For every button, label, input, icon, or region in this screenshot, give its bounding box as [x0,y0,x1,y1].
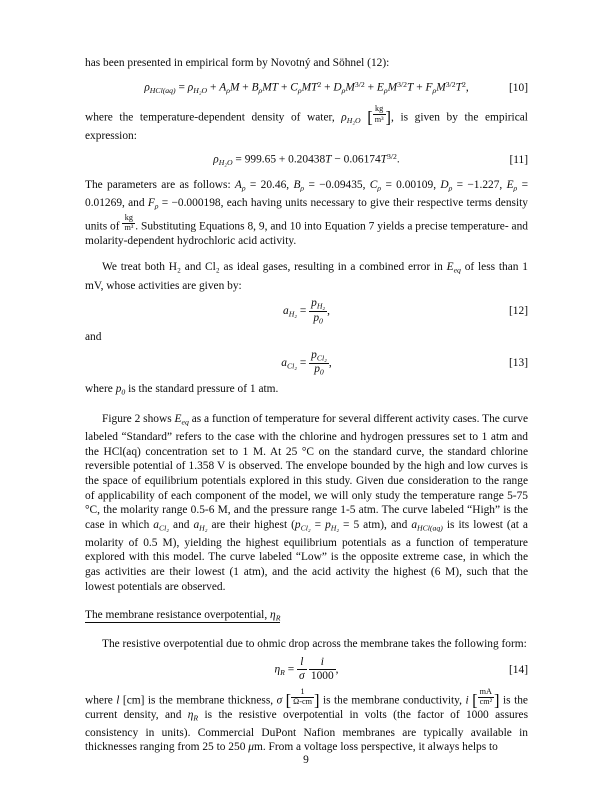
page-number: 9 [303,754,309,766]
equation-11-body: $\rho_{H_2O} = 999.65 + 0.20438T - 0.06174T^{3/2}$. [213,152,400,168]
equation-11 [85,150,528,171]
paragraph-and: and [85,331,102,344]
paragraph-water-density: where the temperature-dependent density of water, $\rho_{H_2O}$ [ $\frac{kg}{\text{m³}}$ ], is given by the empirical expression: [85,104,528,142]
paragraph-figure2: Figure 2 shows $E_{eq}$ as a function of temperature for several different activity cases. The curve labeled “Standard” refers to the case with the chlorine and hydrogen pressures set to 1 atm and the HCl(aq) concentration set to 1 M. At 25 °C on the standard curve, the standard chlorine reversible potential of 1.358 V is observed. The envelope bounded by the high and low curves is the space of equilibrium potentials explored in this study. Given due consideration to the range of applicability of each component of the model, we will only study the temperature range 5-75 °C, the molarity range 0.5-6 M, and the pressure range 1-5 atm. The curve labeled “High” is the case in which $a_{Cl_2}$ and $a_{H_2}$ are their highest ($p_{Cl_2} = p_{H_2} = 5$ atm), and $a_{HCl(aq)}$ is its lowest (at a molarity of 0.5 M), yielding the highest equilibrium potentials as a function of temperature explored with this model. The curve labeled “Low” is the opposite extreme case, in which the gas activities are their lowest (1 atm), and the acid activity the highest (6 M), such that the lowest potentials are observed. [85,413,528,593]
paragraph-ideal-gases: We treat both H₂ and Cl₂ as ideal gases, resulting in a combined error in $E_{eq}$ of less than 1 mV, whose activities are given by: [85,261,528,292]
paragraph-intro: has been presented in empirical form by Novotný and Söhnel (12): [85,57,390,69]
equation-10-number: [10] [509,81,528,94]
equation-14-body: $\eta_R$ = $\frac{l}{\sigma}$ $\frac{i}{1000}$ , [274,655,339,682]
equation-11-number: [11] [509,154,528,167]
equation-13 [85,350,528,377]
equation-10 [85,78,528,99]
equation-12-body: $a_{H_2}$ = $\frac{p_{H_2}}{p_0}$ , [283,297,330,326]
equation-10-body: $\rho_{HCl(aq)} = \rho_{H_2O} + A_\rho M + B_\rho MT + C_\rho MT^2 + D_\rho M^{3/2} + E_\rho M^{3/2}T + F_\rho M^{3/2}T^2$, [144,79,469,95]
equation-12 [85,298,528,325]
paragraph-parameters: The parameters are as follows: $A_\rho = 20.46$, $B_\rho = -0.09435$, $C_\rho = 0.00109$, $D_\rho = -1.227$, $E_\rho = 0.01269$, and $F_\rho = -0.000198$, each having units necessary to give their respective terms density units of $\frac{kg}{\text{m³}}$ . Substituting Equations 8, 9, and 10 into Equation 7 yields a precise temperature- and molarity-dependent hydrochloric acid activity. [85,178,529,247]
equation-13-body: $a_{Cl_2}$ = $p_{Cl_2}$ $p_0$ , [281,348,332,377]
equation-14 [85,657,528,683]
paragraph-standard-pressure: where $p_0$ is the standard pressure of 1 atm. [85,383,279,397]
equation-12-number: [12] [509,305,528,318]
equation-14-number: [14] [509,663,528,676]
section-heading-membrane-resistance [85,608,528,626]
page-body [85,56,528,755]
section-heading-underline: The membrane resistance overpotential, $\eta_R$ [85,609,281,623]
equation-13-number: [13] [509,357,528,370]
paragraph-resistive-overpotential: The resistive overpotential due to ohmic drop across the membrane takes the following form: [102,638,527,651]
paragraph-membrane-units: where l [cm] is the membrane thickness, σ [ $\frac{1}{\Omega-cm}$ ] is the membrane conductivity, i [ $\frac{mA}{\text{cm²}}$ ] is the current density, and $\eta_R$ is the resistive overpotential in volts (the factor of 1000 assures consistency in units). Commercial DuPont Nafion membranes are typically available in thicknesses ranging from 25 to 250 μm. From a voltage loss perspective, it always helps to [85,686,528,754]
